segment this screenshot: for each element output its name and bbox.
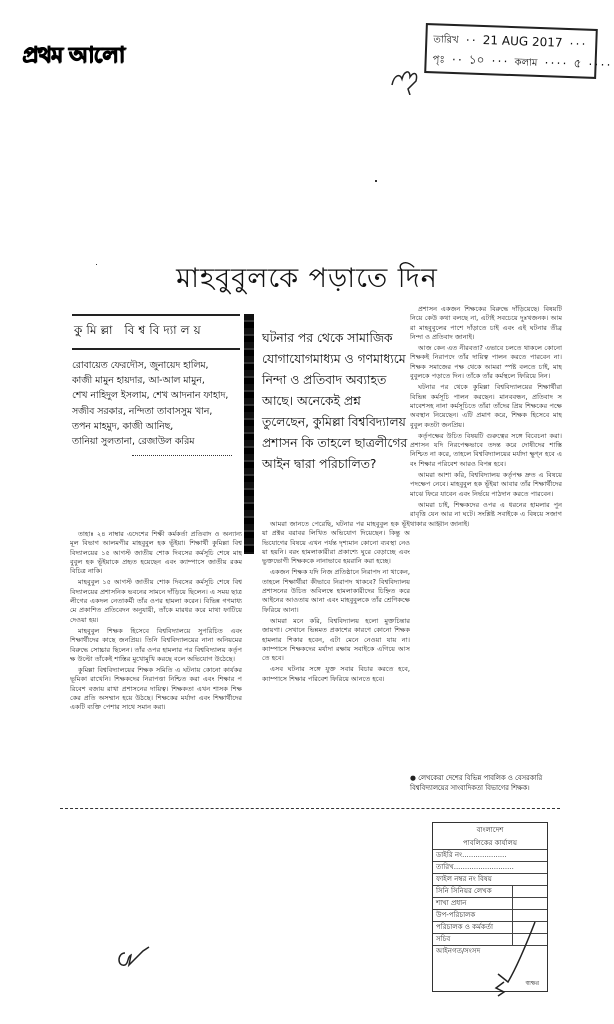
author-line: তানিয়া সুলতানা, রেজাউল করিম — [72, 436, 195, 448]
author-note: ● লেখকেরা দেশের বিভিন্ন পাবলিক ও বেসরকারি বিশ্ববিদ্যালয়ের সাংবাদিকতা বিভাগের শিক্ষক। — [410, 774, 543, 792]
paragraph: আজ কেন এত নীরবতা? এভাবে চলতে থাকলে কোনো শিক্ষকই নিরাপদে তাঁর দায়িত্ব পালন করতে পারবেন না। শিক্ষক সমাজের পক্ষ থেকে আমরা স্পষ্ট বলতে চাই, মাহবুবুলকে পড়াতে দিন। তাঁকে তাঁর কর্মস্থলে ফিরিয়ে নিন। — [410, 344, 562, 381]
stamp-date-label: তারিখ — [433, 34, 459, 47]
form-header-1: বাংলাদেশ — [476, 826, 504, 834]
form-signature-label: স্বাক্ষর — [525, 980, 539, 987]
article-column-2 — [262, 520, 410, 795]
author-line: সজীব সরকার, নন্দিতা তাবাসসুম খান, — [72, 405, 213, 417]
paragraph: মাহবুবুল ১৫ আগস্ট জাতীয় শোক দিবসের কর্মসূচি শেষে বিশ্ববিদ্যালয়ের প্রশাসনিক ভবনের সামনে দাঁড়িয়ে ছিলেন। এ সময় ছাত্রলীগের একদল নেতাকর্মী তাঁর ওপর হামলা করেন। বিভিন্ন গণমাধ্যমে প্রকাশিত প্রতিবেদন অনুযায়ী, তাঁকে মারধর করে মাথা ফাটিয়ে দেওয়া হয়। — [70, 578, 242, 624]
paragraph: আমরা জানতে পেরেছি, ঘটনার পর মাহবুবুল হক ভূঁইয়া প্রক্টর বরাবর লিখিত অভিযোগ দিয়েছেন। কিন্তু অভিযোগের বিষয়ে এখন পর্যন্ত দৃশ্যমান কোনো ব্যবস্থা নেওয়া হয়নি। বরং হামলাকারীরা প্রকাশ্যে ঘুরে বেড়াচ্ছে এবং ভুক্তভোগী শিক্ষককে নানাভাবে হয়রানি করা হচ্ছে। — [262, 520, 410, 566]
byline-block — [72, 312, 240, 456]
handwritten-scribble-icon — [388, 55, 428, 95]
article-column-1 — [70, 530, 242, 795]
stamp-page-value: ১০ — [468, 52, 485, 68]
stamp-date-value: 21 AUG 2017 — [482, 33, 563, 50]
scan-edge-bar — [244, 314, 254, 554]
paragraph: আমরা চাই, শিক্ষকদের ওপর এ ধরনের হামলার পুনরাবৃত্তি যেন আর না ঘটে। সংশ্লিষ্ট সবাইকে এ বিষয়ে সজাগ থাকার আহ্বান জানাই। — [410, 500, 562, 528]
form-field: সিনি সিনিয়র লেখক — [433, 885, 547, 897]
scan-speck — [375, 180, 377, 182]
paragraph: আমরা মনে করি, বিশ্ববিদ্যালয় হলো মুক্তচিন্তার জায়গা। সেখানে ভিন্নমত প্রকাশের কারণে কোনো শিক্ষক হামলার শিকার হবেন, এটা মেনে নেওয়া যায় না। ক্যাম্পাসে শিক্ষকদের মর্যাদা রক্ষায় সবাইকে এগিয়ে আসতে হবে। — [262, 616, 410, 663]
form-field: ফাইল নম্বর নং বিষয় — [433, 873, 547, 885]
section-title: কুমিল্লা বিশ্ববিদ্যালয় — [74, 323, 205, 337]
divider — [72, 314, 240, 316]
author-list — [72, 358, 240, 449]
author-line: রোবায়েত ফেরদৌস, জুনায়েদ হালিম, — [72, 360, 209, 371]
article-column-3 — [410, 305, 562, 765]
form-field: পরিচালক ও কর্মকর্তা — [433, 921, 547, 933]
paragraph: তাহাঃ ২৪ নাম্বার এদেশের শিক্ষী কর্মকর্তা প্রতিবাদ ও অন্যান্য মূল বিভাগ আলমগীর মাহবুবুল হক ভূঁইয়া। শিক্ষার্থী কুমিল্লা বিশ্ববিদ্যালয়ের ১৫ আগস্ট জাতীয় শোক দিবসের কর্মসূচি শেষে মাহবুবুল হক ভূঁইয়াকে প্রহৃত হয়েছেন এবং ক্যাম্পাসে জাতীয় রকম বিচিত্র নাকি। — [70, 530, 242, 576]
divider — [60, 808, 560, 809]
form-field: আইনগত/সংসদ — [433, 945, 547, 957]
author-line: কাজী মামুন হায়দার, আ-আল মামুন, — [72, 375, 205, 387]
form-field: ডাইরি নং.................... — [433, 849, 547, 861]
article-headline: মাহবুবুলকে পড়াতে দিন — [176, 263, 438, 294]
pull-quote: ঘটনার পর থেকে সামাজিক যোগাযোগমাধ্যম ও গণমাধ্যমে নিন্দা ও প্রতিবাদ অব্যাহত আছে। অনেকেই প্রশ্ন তুলেছেন, কুমিল্লা বিশ্ববিদ্যালয় প্রশাসন কি তাহলে ছাত্রলীগের আইন দ্বারা পরিচালিত? — [262, 331, 408, 471]
stamp-column-value: ৫ — [573, 56, 582, 71]
paragraph: প্রশাসন একজন শিক্ষকের বিরুদ্ধে দাঁড়িয়েছে। বিষয়টি নিয়ে কেউ কথা বলছে না, এটাই সবচেয়ে দুঃখজনক। আমরা মাহবুবুলের পাশে দাঁড়াতে চাই এবং এই ঘটনার তীব্র নিন্দা ও প্রতিবাদ জানাই। — [410, 305, 562, 341]
checkmark-signature-icon — [490, 920, 540, 1000]
author-line: তপন মাহমুদ, কাজী আনিছ, — [72, 420, 174, 432]
form-field: তারিখ........................... — [433, 861, 547, 873]
paragraph: কুমিল্লা বিশ্ববিদ্যালয়ের শিক্ষক সমিতি এ ঘটনায় কোনো কার্যকর ভূমিকা রাখেনি। শিক্ষকদের নিরাপত্তা নিশ্চিত করা এবং শিক্ষার পরিবেশ বজায় রাখা প্রশাসনের দায়িত্ব। শিক্ষকতা এখন শাসক শিক্ষকের প্রতি অসম্মান হয়ে উঠছে। শিক্ষকের মর্যাদা এবং শিক্ষার্থীদের একটি ব্যক্তি পেশার সাথে সমান করা। — [70, 666, 242, 712]
paragraph: এসব ঘটনার সঙ্গে যুক্ত সবার বিচার করতে হবে, ক্যাম্পাসে শিক্ষার পরিবেশ ফিরিয়ে আনতে হবে। — [262, 665, 410, 683]
stamp-page-row: পৃঃ ·· ১০ ··· কলাম ···· ৫ ···· — [432, 52, 612, 72]
author-line: শেখ নাহিদুল ইসলাম, শেখ আদনান ফাহাদ, — [72, 390, 229, 402]
paragraph: আমরা আশা করি, বিশ্ববিদ্যালয় কর্তৃপক্ষ দ্রুত এ বিষয়ে পদক্ষেপ নেবে। মাহবুবুল হক ভূঁইয়া আবার তাঁর শিক্ষার্থীদের মাঝে ফিরে যাবেন এবং নির্ভয়ে পাঠদান করতে পারবেন। — [410, 471, 562, 498]
paragraph: কর্তৃপক্ষের উচিত বিষয়টি গুরুত্বের সঙ্গে বিবেচনা করা। প্রশাসন যদি নিরপেক্ষভাবে তদন্ত করে দোষীদের শাস্তি নিশ্চিত না করে, তাহলে বিশ্ববিদ্যালয়ের মর্যাদা ক্ষুণ্ন হবে এবং শিক্ষার পরিবেশ আরও বিপন্ন হবে। — [410, 431, 562, 468]
stamp-column-label: কলাম — [514, 57, 538, 69]
form-field: উপ-পরিচালক — [433, 909, 547, 921]
form-field: সচিব — [433, 933, 547, 945]
newspaper-masthead: প্রথম আলো — [22, 43, 124, 68]
form-header-2: পাবলিকের কার্যালয় — [462, 839, 517, 847]
divider — [132, 455, 232, 456]
stamp-page-label: পৃঃ — [432, 54, 445, 66]
divider — [72, 348, 240, 350]
date-stamp — [424, 23, 612, 79]
paragraph: মাহবুবুল শিক্ষক হিসেবে বিশ্ববিদ্যালয়ে সুপরিচিত এবং শিক্ষার্থীদের কাছে জনপ্রিয়। তিনি বিশ্ববিদ্যালয়ের নানা অনিয়মের বিরুদ্ধে সোচ্চার ছিলেন। তাঁর ওপর হামলার পর বিশ্ববিদ্যালয় কর্তৃপক্ষ উল্টো তাঁকেই শাস্তির মুখোমুখি করছে বলে অভিযোগ উঠেছে। — [70, 626, 242, 663]
handwritten-initials-icon — [115, 945, 155, 970]
stamp-date-row: তারিখ ·· 21 AUG 2017 ··· — [433, 33, 587, 51]
paragraph: একজন শিক্ষক যদি নিজ প্রতিষ্ঠানে নিরাপদ না থাকেন, তাহলে শিক্ষার্থীরা কীভাবে নিরাপদ থাকবে? বিশ্ববিদ্যালয় প্রশাসনের উচিত অবিলম্বে হামলাকারীদের চিহ্নিত করে আইনের আওতায় আনা এবং মাহবুবুলকে তাঁর শ্রেণিকক্ষে ফিরিয়ে আনা। — [262, 568, 410, 614]
paragraph: ঘটনার পর থেকে কুমিল্লা বিশ্ববিদ্যালয়ের শিক্ষার্থীরা বিভিন্ন কর্মসূচি পালন করছেন। মানববন্ধন, প্রতিবাদ সমাবেশসহ নানা কর্মসূচিতে তাঁরা তাঁদের প্রিয় শিক্ষকের পক্ষে অবস্থান নিয়েছেন। এটি প্রমাণ করে, শিক্ষক হিসেবে মাহবুবুল কতটা জনপ্রিয়। — [410, 383, 562, 429]
form-field: শাখা প্রধান — [433, 897, 547, 909]
